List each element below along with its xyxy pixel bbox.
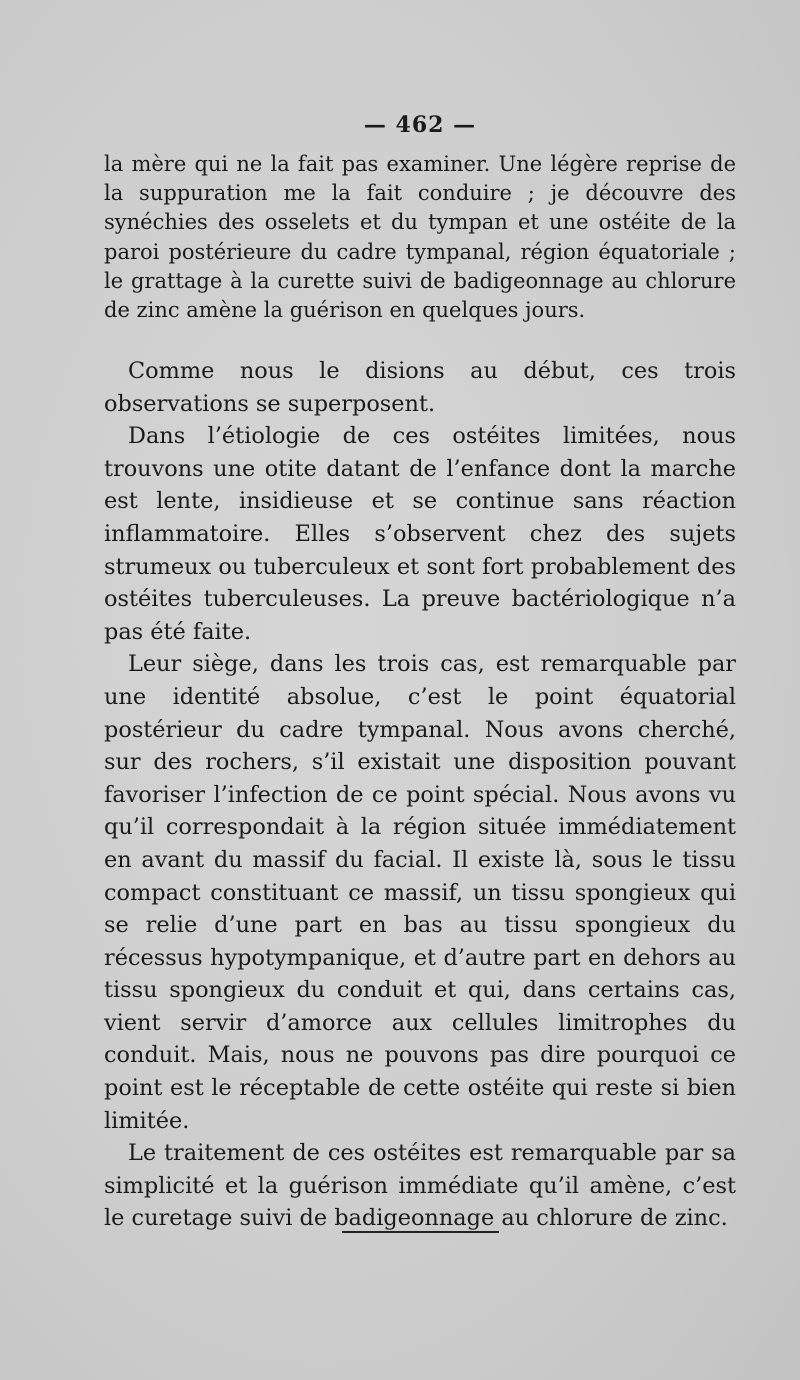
continuation-block <box>104 150 736 325</box>
page-number: — 462 — <box>363 112 477 138</box>
continuation-paragraph: la mère qui ne la fait pas examiner. Une légère reprise de la suppuration me la fait conduire ; je découvre des synéchies des osselets et du tympan et une ostéite de la paroi postérieure du cadre tympanal, région équatoriale ; le grattage à la curette suivi de badigeonnage au chlorure de zinc amène la guérison en quelques jours. <box>104 152 736 323</box>
paragraph-treatment: Le traitement de ces ostéites est remarquable par sa simplicité et la guérison immédiate qu’il amène, c’est le curetage suivi de badigeonnage au chlorure de zinc. <box>104 1140 736 1232</box>
main-text-block <box>104 355 736 1235</box>
paragraph-location: Leur siège, dans les trois cas, est remarquable par une identité absolue, c’est le point équatorial postérieur du cadre tympanal. Nous avons cherché, sur des rochers, s’il existait une disposition pouvant favoriser l’infection de ce point spécial. Nous avons vu qu’il correspondait à la région située immédiatement en avant du massif du facial. Il existe là, sous le tissu compact constituant ce massif, un tissu spongieux qui se relie d’une part en bas au tissu spongieux du récessus hypotympanique, et d’autre part en dehors au tissu spongieux du conduit et qui, dans certains cas, vient servir d’amorce aux cellules limitrophes du conduit. Mais, nous ne pouvons pas dire pourquoi ce point est le réceptable de cette ostéite qui reste si bien limitée. <box>104 651 736 1134</box>
paragraph-summary: Comme nous le disions au début, ces trois observations se superposent. <box>104 358 736 417</box>
paragraph-etiology: Dans l’étiologie de ces ostéites limitées, nous trouvons une otite datant de l’enfance dont la marche est lente, insidieuse et se continue sans réaction inflammatoire. Elles s’observent chez des sujets strumeux ou tuberculeux et sont fort probablement des ostéites tuberculeuses. La preuve bactériologique n’a pas été faite. <box>104 423 736 645</box>
section-divider <box>342 1231 499 1233</box>
